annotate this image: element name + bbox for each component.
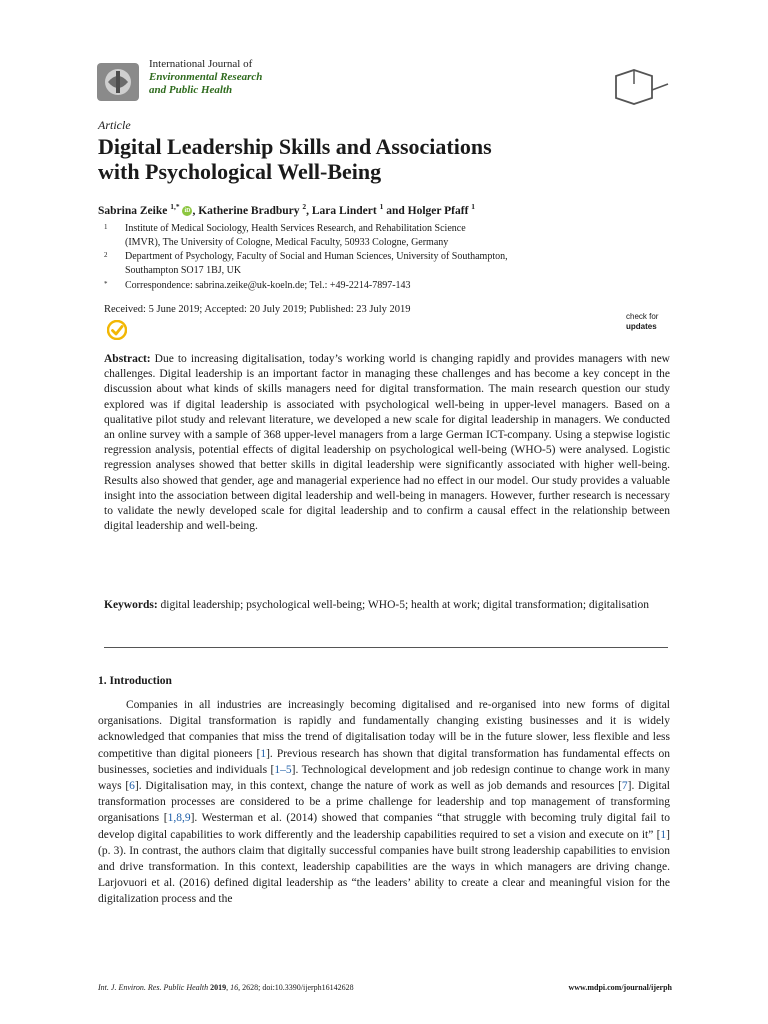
abstract-text: Due to increasing digitalisation, today’s working world is changing rapidly and provides managers with new challenges. Digital leadership is an important factor in managing these challenges and has become a key concept in the discussion about what kinds of skills managers need for digital transformation. The main research question our study explored was if digital leadership is associated with psychological well-being in upper-level managers. Based on a qualitative pilot study and relevant literature, we developed a new scale for digital leadership in managers. We conducted an online survey with a sample of 368 upper-level managers from a large German ICT-company. Using a stepwise logistic regression analysis, potential effects of digital leadership on psychological well-being (WHO-5) were analysed. Logistic regression analyses showed that better skills in digital leadership were significantly associated with higher well-being. Results also showed that gender, age and managerial experience had no effect in our model. Our study provides a valuable insight into the association between digital leadership and well-being in managers. However, further research is necessary to validate the newly developed scale for digital leadership and to confirm a causal effect in the relationship between digital leadership and well-being. [104, 353, 670, 533]
footer-volume: 16 [230, 983, 239, 992]
journal-name-line1: International Journal of [149, 58, 253, 70]
publisher-logo-icon [612, 68, 670, 108]
citation-link[interactable]: 1,8,9 [167, 812, 191, 825]
publication-dates: Received: 5 June 2019; Accepted: 20 July 2019; Published: 23 July 2019 [104, 304, 411, 315]
author-affiliation-mark: 2 [302, 202, 307, 211]
affiliation-text: Department of Psychology, Faculty of Social and Human Sciences, University of Southampton, [125, 251, 508, 262]
check-for-updates-line1: check for [626, 312, 659, 321]
author-name[interactable]: Sabrina Zeike [98, 204, 168, 217]
keywords-text: digital leadership; psychological well-being; WHO-5; health at work; digital transformation; digitalisation [160, 599, 649, 611]
title-line-2: with Psychological Well-Being [98, 159, 382, 184]
paper-title [98, 134, 658, 184]
footer-url[interactable]: www.mdpi.com/journal/ijerph [568, 983, 672, 992]
journal-name-line3: and Public Health [149, 84, 233, 96]
introduction-paragraph [98, 697, 670, 908]
author-list: Sabrina Zeike $^{1,*}$ iD , Katherine Bradbury $^2$, Lara Lindert $^1$ and Holger Pfaff $^1$ [98, 202, 476, 217]
affiliation-text: Institute of Medical Sociology, Health Services Research, and Rehabilitation Science [125, 223, 466, 234]
correspondence-text[interactable]: Correspondence: sabrina.zeike@uk-koeln.de; Tel.: +49-2214-7897-143 [125, 280, 411, 291]
check-for-updates-link[interactable] [626, 312, 658, 332]
citation-link[interactable]: 1 [260, 747, 267, 760]
footer-citation: Int. J. Environ. Res. Public Health 2019, 16, 2628; doi:10.3390/ijerph16142628 [98, 983, 354, 992]
affiliation-mark: 2 [104, 251, 108, 259]
journal-logo-icon [96, 62, 140, 102]
affiliation-mark: 1 [104, 223, 108, 231]
author-name[interactable]: Lara Lindert [311, 204, 377, 217]
check-for-updates-line2: updates [626, 322, 657, 331]
author-name[interactable]: Katherine Bradbury [198, 204, 300, 217]
abstract [104, 352, 670, 534]
intro-text: Companies in all industries are increasingly becoming digitalised and re-organised into new forms of digital organisations. Digital transformation is rapidly and fundamentally changing existing businesses and it is widely acknowledged that companies that miss the trend of digitalisation today will be in the future slower, less flexible and less competitive than digital pioneers [ [98, 699, 670, 760]
orcid-icon[interactable]: iD [184, 208, 191, 215]
abstract-label: Abstract: [104, 353, 151, 365]
affiliation-mark: * [104, 280, 108, 288]
section-divider [104, 647, 668, 648]
intro-text: ]. Previous research has shown that digital transformation has fundamental effects on businesses, societies and individuals [ [98, 747, 670, 776]
section-heading: 1. Introduction [98, 675, 172, 687]
citation-link[interactable]: 6 [129, 780, 135, 793]
author-affiliation-mark: 1 [471, 202, 476, 211]
intro-text: ]. Westerman et al. (2014) showed that companies “that struggle with becoming truly digital fail to develop digital capabilities to work differently and the leadership capabilities required to set a vision and execute on it” [ [98, 812, 670, 841]
intro-text: ] (p. 3). In contrast, the authors claim that digitally successful companies have built strong leadership capabilities to envision and drive transformation. In this context, leadership capabilities are the ways in which managers are driving change. Larjovuori et al. (2016) defined digital leadership as “the leaders’ ability to create a clear and meaningful vision for the digitalization process and the [98, 828, 670, 906]
intro-text: ]. Digitalisation may, in this context, change the nature of work as well as job demands and resources [ [134, 780, 622, 793]
journal-name [149, 58, 262, 97]
footer-doi[interactable]: , 2628; doi:10.3390/ijerph16142628 [238, 983, 354, 992]
intro-text: ]. Technological development and job redesign continue to change work in many ways [ [98, 763, 670, 793]
title-line-1: Digital Leadership Skills and Associations [98, 134, 492, 159]
affiliation-text: Southampton SO17 1BJ, UK [125, 265, 242, 276]
check-for-updates-icon[interactable] [107, 320, 127, 340]
footer-journal: Int. J. Environ. Res. Public Health [98, 983, 209, 992]
intro-text: ]. Digital transformation processes are considered to be a prime challenge for leadership and top management of transforming organisations [ [98, 780, 670, 825]
author-affiliation-mark: 1,* [170, 202, 180, 211]
affiliation-text: (IMVR), The University of Cologne, Medical Faculty, 50933 Cologne, Germany [125, 237, 449, 248]
keywords-label: Keywords: [104, 599, 158, 611]
article-type: Article [98, 118, 131, 132]
citation-link[interactable]: 1 [660, 828, 667, 841]
author-affiliation-mark: 1 [379, 202, 384, 211]
journal-name-line2: Environmental Research [149, 71, 263, 83]
keywords [104, 598, 670, 614]
citation-link[interactable]: 1–5 [274, 763, 292, 776]
citation-link[interactable]: 7 [621, 780, 628, 793]
footer-year: 2019 [210, 983, 227, 992]
author-name[interactable]: Holger Pfaff [407, 204, 469, 217]
